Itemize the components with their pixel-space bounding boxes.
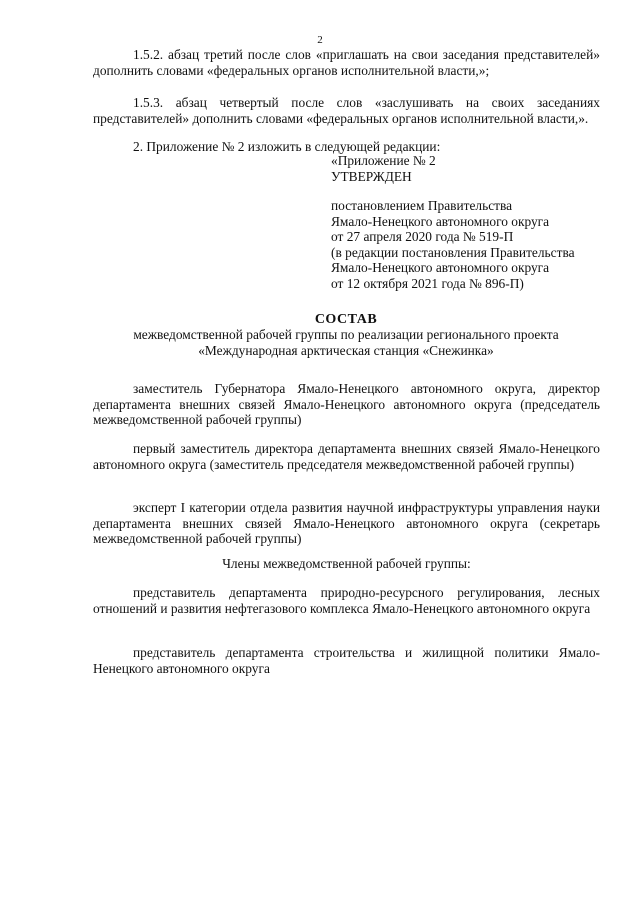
approval-line: от 12 октября 2021 года № 896-П)	[331, 275, 524, 291]
appendix-label: «Приложение № 2	[331, 153, 436, 168]
member-chairman: заместитель Губернатора Ямало-Ненецкого автономного округа, директор департамента внешних связей Ямало-Ненецкого автономного округа (председатель межведомственной рабочей группы)	[93, 381, 600, 427]
approval-header	[331, 153, 611, 184]
member-deputy-chairman: первый заместитель директора департамента внешних связей Ямало-Ненецкого автономного округа (заместитель председателя межведомственной рабочей группы)	[93, 441, 600, 472]
amendment-paragraph-2: 2. Приложение № 2 изложить в следующей редакции:	[133, 139, 441, 154]
member-item: представитель департамента природно-ресурсного регулирования, лесных отношений и развития нефтегазового комплекса Ямало-Ненецкого автономного округа	[93, 585, 600, 616]
subtitle-line: «Международная арктическая станция «Снежинка»	[198, 342, 494, 358]
approval-block	[331, 198, 611, 291]
subtitle-line: межведомственной рабочей группы по реализации регионального проекта	[133, 327, 559, 342]
approval-line: (в редакции постановления Правительства	[331, 244, 575, 260]
approval-line: постановлением Правительства	[331, 198, 513, 213]
approval-line: Ямало-Ненецкого автономного округа	[331, 213, 550, 229]
member-item: представитель департамента строительства и жилищной политики Ямало-Ненецкого автономного округа	[93, 645, 600, 676]
amendment-paragraph-1-5-3: 1.5.3. абзац четвертый после слов «заслушивать на своих заседаниях представителей» дополнить словами «федеральных органов исполнительной власти,».	[93, 95, 600, 126]
members-heading: Члены межведомственной рабочей группы:	[222, 556, 471, 571]
page-number: 2	[317, 34, 323, 46]
approved-label: УТВЕРЖДЕН	[331, 168, 412, 184]
member-secretary: эксперт I категории отдела развития научной инфраструктуры управления науки департамента внешних связей Ямало-Ненецкого автономного округа (секретарь межведомственной рабочей группы)	[93, 500, 600, 546]
approval-line: Ямало-Ненецкого автономного округа	[331, 260, 550, 275]
approval-line: от 27 апреля 2020 года № 519-П	[331, 229, 514, 244]
composition-title: СОСТАВ	[314, 312, 378, 327]
amendment-paragraph-1-5-2: 1.5.2. абзац третий после слов «приглашать на свои заседания представителей» дополнить словами «федеральных органов исполнительной власти,»;	[93, 47, 600, 78]
composition-subtitle	[100, 327, 592, 358]
